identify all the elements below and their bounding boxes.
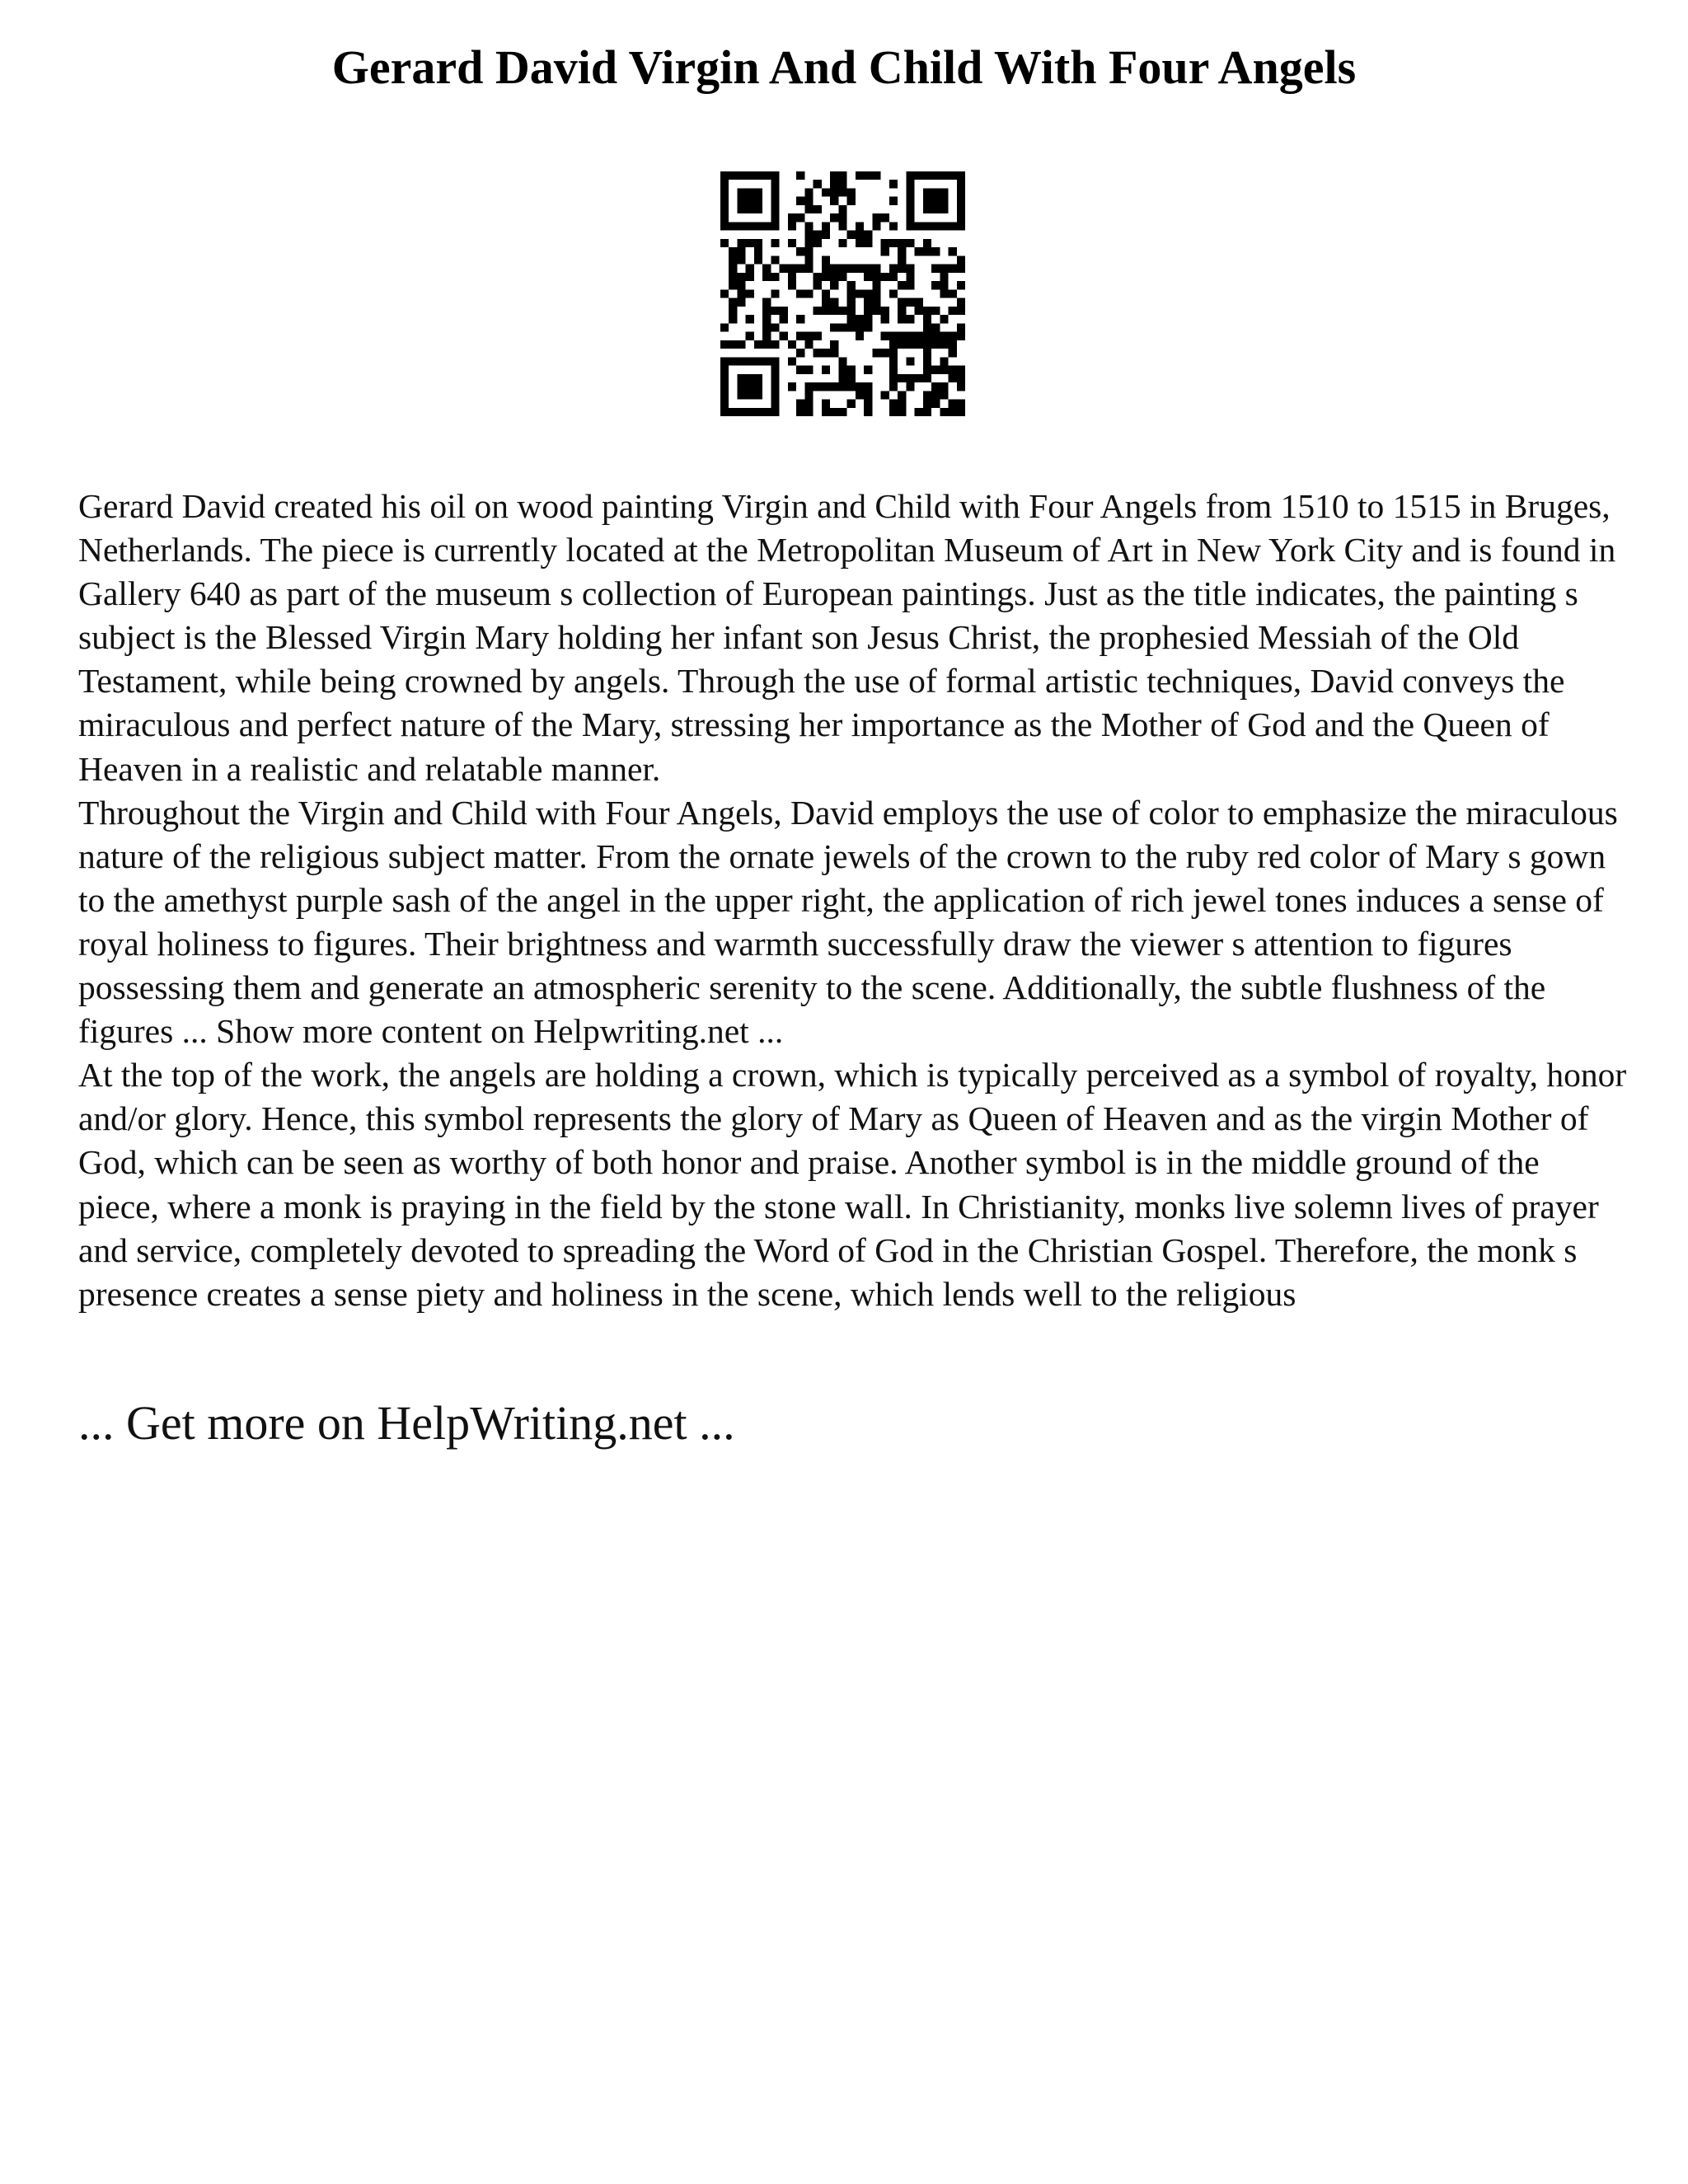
paragraph: At the top of the work, the angels are holding a crown, which is typically perceived as a symbol of royalty, honor and/or glory. Hence, this symbol represents the glory of Mary as Queen of Heaven and as the virgin Mother of God, which can be seen as worthy of both honor and praise. Another symbol is in the middle ground of the piece, where a monk is praying in the field by the stone wall. In Christianity, monks live solemn lives of prayer and service, completely devoted to spreading the Word of God in the Christian Gospel. Therefore, the monk s presence creates a sense piety and holiness in the scene, which lends well to the religious [78, 1056, 1627, 1313]
article-body [78, 485, 1628, 1316]
paragraph: Throughout the Virgin and Child with Four Angels, David employs the use of color to emphasize the miraculous nature of the religious subject matter. From the ornate jewels of the crown to the ruby red color of Mary s gown to the amethyst purple sash of the angel in the upper right, the application of rich jewel tones induces a sense of royal holiness to figures. Their brightness and warmth successfully draw the viewer s attention to figures possessing them and generate an atmospheric serenity to the scene. Additionally, the subtle flushness of the figures ... Show more content on Helpwriting.net ... [78, 793, 1618, 1051]
qr-code-icon[interactable] [720, 171, 965, 416]
get-more-link[interactable]: ... Get more on HelpWriting.net ... [78, 1396, 735, 1450]
document-title: Gerard David Virgin And Child With Four Angels [331, 40, 1357, 94]
paragraph: Gerard David created his oil on wood painting Virgin and Child with Four Angels from 1510 to 1515 in Bruges, Netherlands. The piece is currently located at the Metropolitan Museum of Art in New York City and is found in Gallery 640 as part of the museum s collection of European paintings. Just as the title indicates, the painting s subject is the Blessed Virgin Mary holding her infant son Jesus Christ, the prophesied Messiah of the Old Testament, while being crowned by angels. Through the use of formal artistic techniques, David conveys the miraculous and perfect nature of the Mary, stressing her importance as the Mother of God and the Queen of Heaven in a realistic and relatable manner. [78, 487, 1616, 788]
